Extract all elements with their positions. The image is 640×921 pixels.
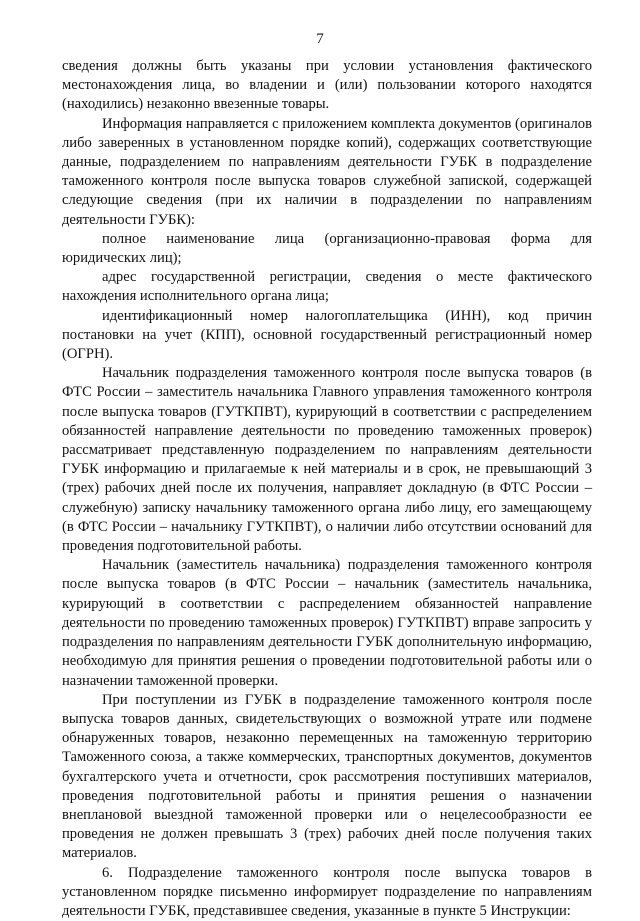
paragraph-continuation: сведения должны быть указаны при условии установления фактического местонахождения лица, во владении и (или) пользовании которого находятся (находились) незаконно ввезенные товары. [62, 58, 592, 113]
page-number: 7 [316, 31, 324, 47]
paragraph-item-6: 6. Подразделение таможенного контроля после выпуска товаров в установленном порядке письменно информирует подразделение по направлениям деятельности ГУБК, представившее сведения, указанные в пункте 5 Инструкции: [62, 864, 592, 919]
list-item-inn: идентификационный номер налогоплательщика (ИНН), код причин постановки на учет (КПП), основной государственный регистрационный номер (ОГРН). [62, 307, 592, 363]
paragraph-request-info: Начальник (заместитель начальника) подразделения таможенного контроля после выпуска товаров (в ФТС России – начальник (заместитель начальника, курирующий в соответствии с распределением обязанностей направление деятельности по проведению таможенных проверок) ГУТКПВТ) вправе запросить у подразделения по направлениям деятельности ГУБК дополнительную информацию, необходимую для принятия решения о проведении подготовительной работы или о назначении таможенной проверки. [62, 557, 592, 689]
paragraph-head-review: Начальник подразделения таможенного контроля после выпуска товаров (в ФТС России – заместитель начальника Главного управления таможенного контроля после выпуска товаров (ГУТКПВТ), курирующий в соответствии с распределением обязанностей направление деятельности по проведению таможенных проверок) рассматривает представленную подразделением по направлениям деятельности ГУБК информацию и прилагаемые к ней материалы и в срок, не превышающий 3 (трех) рабочих дней после их получения, направляет докладную (в ФТС России – служебную) записку начальнику таможенного органа либо лицу, его замещающему (в ФТС России – начальнику ГУТКПВТ), о наличии либо отсутствии оснований для проведения подготовительной работы. [62, 365, 592, 555]
list-item-full-name: полное наименование лица (организационно-правовая форма для юридических лиц); [62, 230, 592, 267]
list-item-address: адрес государственной регистрации, сведения о месте фактического нахождения исполнительного органа лица; [62, 269, 592, 305]
document-body [62, 57, 592, 921]
paragraph-information-sending: Информация направляется с приложением комплекта документов (оригиналов либо заверенных в установленном порядке копий), содержащих соответствующие данные, подразделением по направлениям деятельности ГУБК в подразделение таможенного контроля после выпуска товаров служебной запиской, содержащей следующие сведения (при их наличии в подразделении по направлениям деятельности ГУБК): [62, 115, 592, 228]
paragraph-loss-of-goods: При поступлении из ГУБК в подразделение таможенного контроля после выпуска товаров данных, свидетельствующих о возможной утрате или подмене обнаруженных товаров, незаконно перемещенных на таможенную территорию Таможенного союза, а также коммерческих, транспортных документов, документов бухгалтерского учета и отчетности, срок рассмотрения поступивших материалов, проведения подготовительной работы и принятия решения о назначении внеплановой выездной таможенной проверки или о нецелесообразности ее проведения не должен превышать 3 (трех) рабочих дней после получения таких материалов. [62, 691, 592, 862]
